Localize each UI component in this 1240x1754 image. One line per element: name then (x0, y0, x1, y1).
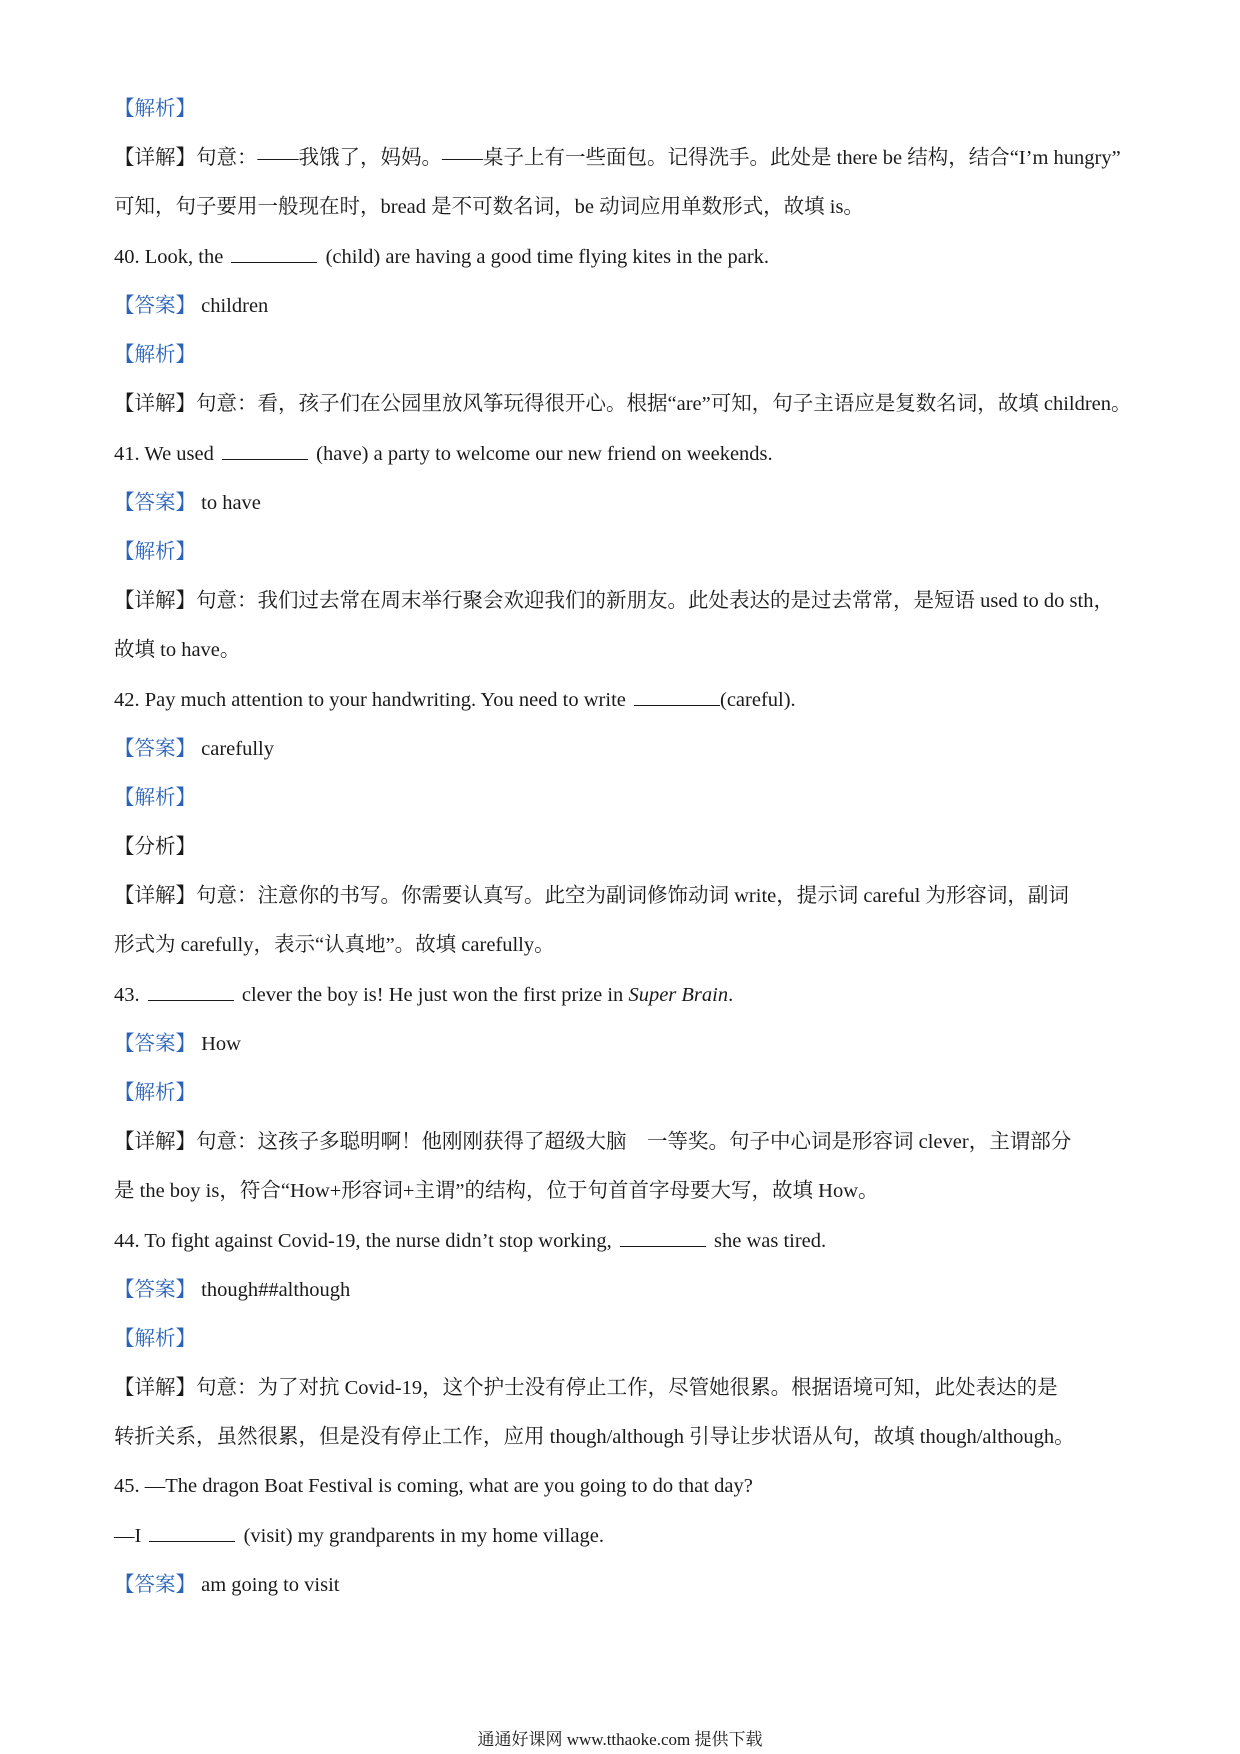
document-body (114, 96, 1132, 1621)
question-text: . (728, 984, 734, 1006)
italic-title: Super Brain (628, 984, 729, 1006)
analysis-heading (114, 1326, 1126, 1352)
question-line (114, 1227, 1126, 1254)
analysis-tag: 【解析】 (114, 98, 196, 120)
analysis-heading (114, 342, 1126, 368)
detail-line (114, 637, 1126, 663)
detail-text: 转折关系，虽然很累，但是没有停止工作，应用 though/although 引导让步状语从句，故填 though/although。 (114, 1426, 1075, 1448)
answer-text: to have (196, 492, 261, 514)
answer-blank (149, 1522, 235, 1542)
answer-tag: 【答案】 (114, 738, 196, 760)
question-line (114, 981, 1126, 1008)
detail-text: 可知，句子要用一般现在时，bread 是不可数名词，be 动词应用单数形式，故填 is。 (114, 196, 864, 218)
question-line (114, 440, 1126, 467)
analysis-heading (114, 96, 1126, 122)
detail-text: 句意：为了对抗 Covid-19，这个护士没有停止工作，尽管她很累。根据语境可知，此处表达的是 (196, 1377, 1058, 1399)
question-text: 45. —The dragon Boat Festival is coming, what are you going to do that day? (114, 1475, 753, 1497)
detail-line (114, 1375, 1126, 1401)
detail-line (114, 391, 1132, 417)
detail-text: 是 the boy is，符合“How+形容词+主谓”的结构，位于句首首字母要大写，故填 How。 (114, 1180, 879, 1202)
detail-line (114, 1424, 1126, 1450)
answer-line (114, 736, 1126, 762)
detail-line (114, 883, 1126, 909)
question-text: (visit) my grandparents in my home village. (238, 1525, 604, 1547)
detail-tag: 【详解】 (114, 147, 196, 169)
question-text: 40. Look, the (114, 246, 229, 268)
question-text: —I (114, 1525, 147, 1547)
answer-text: How (196, 1033, 241, 1055)
answer-line (114, 1031, 1126, 1057)
detail-text: 句意：看，孩子们在公园里放风筝玩得很开心。根据“are”可知，句子主语应是复数名词，故填 children。 (196, 393, 1132, 415)
analysis-tag: 【解析】 (114, 1082, 196, 1104)
analysis-heading (114, 1080, 1126, 1106)
answer-text: am going to visit (196, 1574, 340, 1596)
answer-line (114, 1572, 1126, 1598)
answer-blank (148, 981, 234, 1001)
page-footer: 通通好课网 www.tthaoke.com 提供下载 (477, 1730, 763, 1749)
analysis-heading (114, 785, 1126, 811)
analysis-heading (114, 539, 1126, 565)
question-text: clever the boy is! He just won the first prize in (236, 984, 629, 1006)
question-text: (careful). (720, 689, 796, 711)
answer-tag: 【答案】 (114, 1279, 196, 1301)
answer-line (114, 1277, 1126, 1303)
answer-tag: 【答案】 (114, 1574, 196, 1596)
analysis-tag: 【解析】 (114, 787, 196, 809)
question-line (114, 243, 1126, 270)
answer-text: though##although (196, 1279, 351, 1301)
question-line (114, 1473, 1126, 1499)
question-text: (child) are having a good time flying kites in the park. (320, 246, 770, 268)
question-text: (have) a party to welcome our new friend on weekends. (311, 443, 773, 465)
detail-text: 句意：这孩子多聪明啊！他刚刚获得了超级大脑 一等奖。句子中心词是形容词 clever，主谓部分 (196, 1131, 1072, 1153)
question-text: 43. (114, 984, 145, 1006)
detail-tag: 【详解】 (114, 1377, 196, 1399)
answer-line (114, 293, 1126, 319)
analysis-tag: 【解析】 (114, 344, 196, 366)
answer-blank (620, 1227, 706, 1247)
answer-blank (222, 440, 308, 460)
answer-blank (231, 243, 317, 263)
detail-line (114, 932, 1126, 958)
detail-line (114, 194, 1126, 220)
detail-text: 句意：我们过去常在周末举行聚会欢迎我们的新朋友。此处表达的是过去常常，是短语 used to do sth， (196, 590, 1114, 612)
detail-line (114, 588, 1126, 614)
detail-tag: 【详解】 (114, 393, 196, 415)
question-line (114, 686, 1126, 713)
fenxi-heading (114, 834, 1126, 860)
detail-tag: 【详解】 (114, 885, 196, 907)
detail-line (114, 1129, 1126, 1155)
question-text: 44. To fight against Covid-19, the nurse didn’t stop working, (114, 1230, 617, 1252)
answer-tag: 【答案】 (114, 1033, 196, 1055)
question-text: 41. We used (114, 443, 220, 465)
question-text: 42. Pay much attention to your handwriting. You need to write (114, 689, 631, 711)
answer-tag: 【答案】 (114, 295, 196, 317)
detail-tag: 【详解】 (114, 590, 196, 612)
analysis-tag: 【解析】 (114, 541, 196, 563)
detail-tag: 【详解】 (114, 1131, 196, 1153)
question-text: she was tired. (708, 1230, 827, 1252)
detail-text: 故填 to have。 (114, 639, 241, 661)
detail-line (114, 145, 1126, 171)
fenxi-tag: 【分析】 (114, 836, 196, 858)
answer-text: children (196, 295, 269, 317)
question-line (114, 1522, 1126, 1549)
detail-text: 形式为 carefully，表示“认真地”。故填 carefully。 (114, 934, 555, 956)
answer-blank (634, 686, 720, 706)
answer-tag: 【答案】 (114, 492, 196, 514)
detail-line (114, 1178, 1126, 1204)
answer-text: carefully (196, 738, 274, 760)
answer-line (114, 490, 1126, 516)
detail-text: 句意：——我饿了，妈妈。——桌子上有一些面包。记得洗手。此处是 there be 结构，结合“I’m hungry” (196, 147, 1121, 169)
analysis-tag: 【解析】 (114, 1328, 196, 1350)
detail-text: 句意：注意你的书写。你需要认真写。此空为副词修饰动词 write，提示词 careful 为形容词，副词 (196, 885, 1069, 907)
